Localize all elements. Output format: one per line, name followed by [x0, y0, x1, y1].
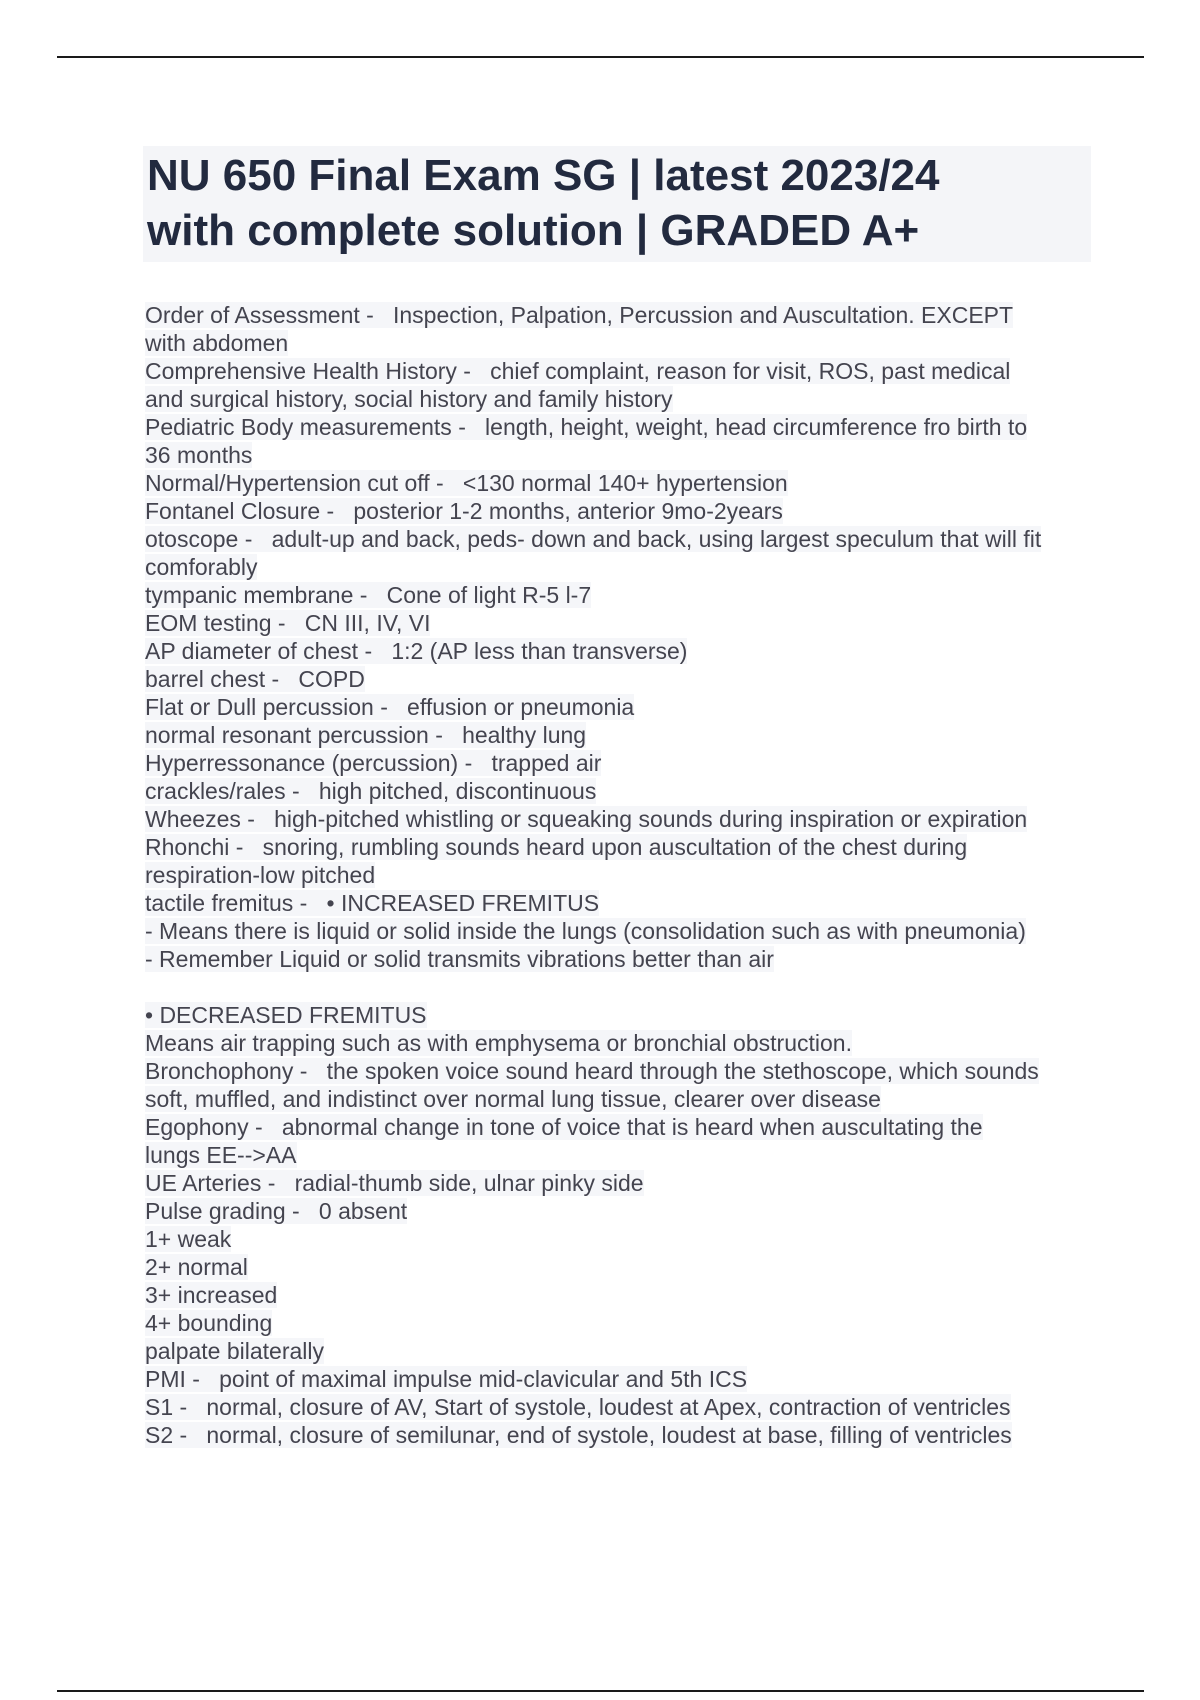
flashcard-list — [145, 301, 1095, 1449]
entry: PMI - point of maximal impulse mid-clavicular and 5th ICS — [145, 1366, 748, 1392]
entry-continuation: 36 months — [145, 442, 253, 468]
entry: Rhonchi - snoring, rumbling sounds heard upon auscultation of the chest during — [145, 834, 968, 860]
entry-definition: high pitched, discontinuous — [318, 778, 597, 804]
entry: Bronchophony - the spoken voice sound heard through the stethoscope, which sounds — [145, 1058, 1039, 1084]
entry: Normal/Hypertension cut off - <130 normal 140+ hypertension — [145, 470, 788, 496]
entry-definition: 1:2 (AP less than transverse) — [391, 638, 688, 664]
entry-continuation: - Means there is liquid or solid inside the lungs (consolidation such as with pneumonia) — [145, 918, 1026, 944]
entry: S2 - normal, closure of semilunar, end of systole, loudest at base, filling of ventricles — [145, 1422, 1012, 1448]
entry-definition: posterior 1-2 months, anterior 9mo-2years — [353, 498, 783, 524]
entry-continuation: and surgical history, social history and family history — [145, 386, 673, 412]
entry-term: Fontanel Closure — [145, 498, 321, 524]
entry-definition: high-pitched whistling or squeaking sounds during inspiration or expiration — [274, 806, 1028, 832]
entry-definition: radial-thumb side, ulnar pinky side — [294, 1170, 644, 1196]
entry-term: Comprehensive Health History — [145, 358, 457, 384]
entry-continuation: - Remember Liquid or solid transmits vibrations better than air — [145, 946, 774, 972]
entry-term: Flat or Dull percussion — [145, 694, 374, 720]
entry-continuation: respiration-low pitched — [145, 862, 376, 888]
entry: Order of Assessment - Inspection, Palpation, Percussion and Auscultation. EXCEPT — [145, 302, 1014, 328]
entry-term: UE Arteries — [145, 1170, 262, 1196]
entry: otoscope - adult-up and back, peds- down and back, using largest speculum that will fit — [145, 526, 1042, 552]
entry-continuation: 3+ increased — [145, 1282, 278, 1308]
entry-continuation: Means air trapping such as with emphysema or bronchial obstruction. — [145, 1030, 852, 1056]
entry-term: crackles/rales — [145, 778, 286, 804]
entry-definition: chief complaint, reason for visit, ROS, past medical — [490, 358, 1011, 384]
entry-definition: length, height, weight, head circumference fro birth to — [485, 414, 1028, 440]
entry-definition: 0 absent — [318, 1198, 408, 1224]
entry-continuation: palpate bilaterally — [145, 1338, 325, 1364]
entry: Wheezes - high-pitched whistling or squeaking sounds during inspiration or expiration — [145, 806, 1028, 832]
entry: normal resonant percussion - healthy lung — [145, 722, 587, 748]
entry-term: Pediatric Body measurements — [145, 414, 452, 440]
entry-continuation: • DECREASED FREMITUS — [145, 1002, 427, 1028]
entry-term: normal resonant percussion — [145, 722, 429, 748]
entry-definition: normal, closure of semilunar, end of systole, loudest at base, filling of ventricles — [206, 1422, 1012, 1448]
entry-definition: trapped air — [491, 750, 602, 776]
entry: S1 - normal, closure of AV, Start of systole, loudest at Apex, contraction of ventricles — [145, 1394, 1011, 1420]
blank-line — [145, 973, 1095, 1001]
entry-continuation: with abdomen — [145, 330, 289, 356]
entry-definition: healthy lung — [462, 722, 587, 748]
entry: Hyperressonance (percussion) - trapped air — [145, 750, 602, 776]
top-rule — [57, 56, 1144, 58]
entry-continuation: lungs EE-->AA — [145, 1142, 297, 1168]
entry-term: tactile fremitus — [145, 890, 294, 916]
entry-term: Wheezes — [145, 806, 241, 832]
entry-term: PMI — [145, 1366, 186, 1392]
entry-continuation: 2+ normal — [145, 1254, 248, 1280]
entry: Pediatric Body measurements - length, height, weight, head circumference fro birth to — [145, 414, 1028, 440]
entry-definition: adult-up and back, peds- down and back, using largest speculum that will fit — [271, 526, 1042, 552]
entry-term: Order of Assessment — [145, 302, 360, 328]
entry-continuation: 4+ bounding — [145, 1310, 273, 1336]
entry-term: barrel chest — [145, 666, 266, 692]
entry: Fontanel Closure - posterior 1-2 months, anterior 9mo-2years — [145, 498, 783, 524]
entry: AP diameter of chest - 1:2 (AP less than transverse) — [145, 638, 688, 664]
entry-term: EOM testing — [145, 610, 272, 636]
entry: crackles/rales - high pitched, discontinuous — [145, 778, 597, 804]
entry-term: Rhonchi — [145, 834, 230, 860]
entry-definition: effusion or pneumonia — [407, 694, 635, 720]
entry-term: otoscope — [145, 526, 239, 552]
entry-term: S2 — [145, 1422, 174, 1448]
entry-term: tympanic membrane — [145, 582, 354, 608]
entry-term: S1 — [145, 1394, 174, 1420]
entry-continuation: comforably — [145, 554, 258, 580]
page-title — [143, 146, 1091, 262]
entry-term: Pulse grading — [145, 1198, 286, 1224]
entry: EOM testing - CN III, IV, VI — [145, 610, 431, 636]
entry-definition: point of maximal impulse mid-clavicular and 5th ICS — [219, 1366, 748, 1392]
entry-definition: Cone of light R-5 l-7 — [386, 582, 592, 608]
title-line-1: NU 650 Final Exam SG | latest 2023/24 — [147, 151, 940, 200]
entry-definition: <130 normal 140+ hypertension — [462, 470, 788, 496]
entry: barrel chest - COPD — [145, 666, 365, 692]
entry-definition: snoring, rumbling sounds heard upon auscultation of the chest during — [262, 834, 968, 860]
entry-term: Egophony — [145, 1114, 249, 1140]
entry-definition: normal, closure of AV, Start of systole, loudest at Apex, contraction of ventricles — [206, 1394, 1011, 1420]
entry-definition: the spoken voice sound heard through the stethoscope, which sounds — [326, 1058, 1039, 1084]
entry: Comprehensive Health History - chief complaint, reason for visit, ROS, past medical — [145, 358, 1011, 384]
entry-definition: CN III, IV, VI — [304, 610, 431, 636]
entry: Flat or Dull percussion - effusion or pneumonia — [145, 694, 635, 720]
entry-continuation: 1+ weak — [145, 1226, 232, 1252]
entry: tympanic membrane - Cone of light R-5 l-7 — [145, 582, 592, 608]
entry-term: AP diameter of chest — [145, 638, 359, 664]
entry-definition: Inspection, Palpation, Percussion and Auscultation. EXCEPT — [392, 302, 1014, 328]
entry-term: Hyperressonance (percussion) — [145, 750, 459, 776]
bottom-rule — [57, 1690, 1144, 1692]
entry-term: Normal/Hypertension cut off — [145, 470, 430, 496]
title-line-2: with complete solution | GRADED A+ — [147, 206, 920, 255]
entry-definition: • INCREASED FREMITUS — [326, 890, 600, 916]
entry: UE Arteries - radial-thumb side, ulnar pinky side — [145, 1170, 644, 1196]
entry-definition: COPD — [298, 666, 365, 692]
entry: Pulse grading - 0 absent — [145, 1198, 408, 1224]
entry-definition: abnormal change in tone of voice that is heard when auscultating the — [281, 1114, 983, 1140]
entry-term: Bronchophony — [145, 1058, 294, 1084]
entry: Egophony - abnormal change in tone of voice that is heard when auscultating the — [145, 1114, 983, 1140]
entry-continuation: soft, muffled, and indistinct over normal lung tissue, clearer over disease — [145, 1086, 881, 1112]
entry: tactile fremitus - • INCREASED FREMITUS — [145, 890, 600, 916]
